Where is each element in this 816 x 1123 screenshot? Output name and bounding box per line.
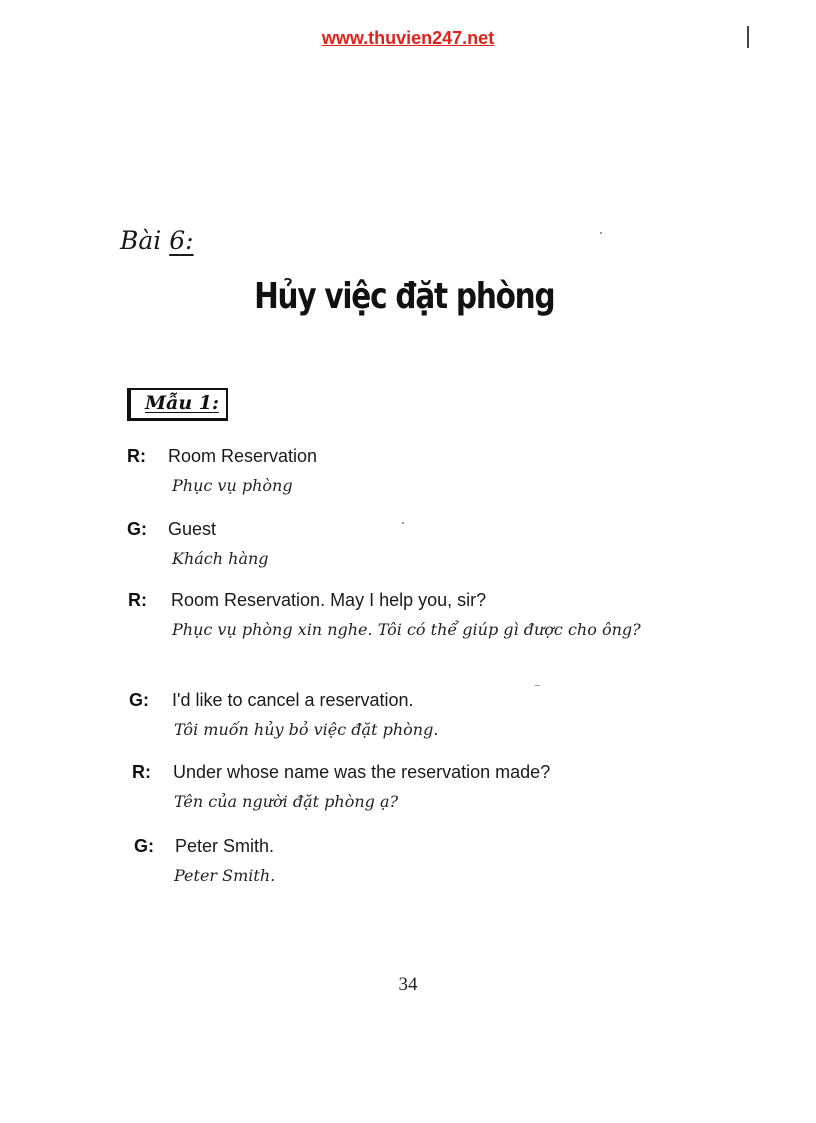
scan-speck: [402, 522, 404, 524]
lesson-label: [120, 226, 194, 255]
vietnamese-translation: Phục vụ phòng xin nghe. Tôi có thể giúp gì được cho ông?: [172, 620, 641, 639]
english-line: I'd like to cancel a reservation.: [172, 690, 414, 710]
english-line: Under whose name was the reservation made?: [173, 762, 551, 782]
english-line: Room Reservation. May I help you, sir?: [171, 590, 487, 610]
lesson-label-prefix: Bài: [120, 226, 170, 255]
vietnamese-translation: Tôi muốn hủy bỏ việc đặt phòng.: [174, 720, 439, 739]
speaker-label: R:: [132, 762, 151, 782]
speaker-label: R:: [127, 446, 146, 466]
lesson-title: Hủy việc đặt phòng: [254, 276, 555, 317]
speaker-label: G:: [134, 836, 154, 856]
english-line: Peter Smith.: [175, 836, 275, 856]
lesson-label-number: 6:: [169, 226, 194, 255]
scan-edge-mark: [747, 26, 749, 48]
vietnamese-translation: Phục vụ phòng: [172, 476, 293, 495]
sample-label: Mẫu 1:: [145, 392, 220, 414]
vietnamese-translation: Peter Smith.: [174, 866, 276, 885]
speaker-label: G:: [127, 519, 147, 539]
english-line: Room Reservation: [168, 446, 318, 466]
page-number: 34: [398, 974, 418, 995]
site-link[interactable]: www.thuvien247.net: [321, 28, 495, 48]
scan-speck: [535, 685, 540, 686]
speaker-label: R:: [128, 590, 147, 610]
vietnamese-translation: Tên của người đặt phòng ạ?: [174, 792, 399, 811]
english-line: Guest: [168, 519, 217, 539]
speaker-label: G:: [129, 690, 149, 710]
vietnamese-translation: Khách hàng: [172, 549, 269, 568]
scan-speck: [600, 232, 602, 234]
sample-label-box: [127, 388, 228, 421]
